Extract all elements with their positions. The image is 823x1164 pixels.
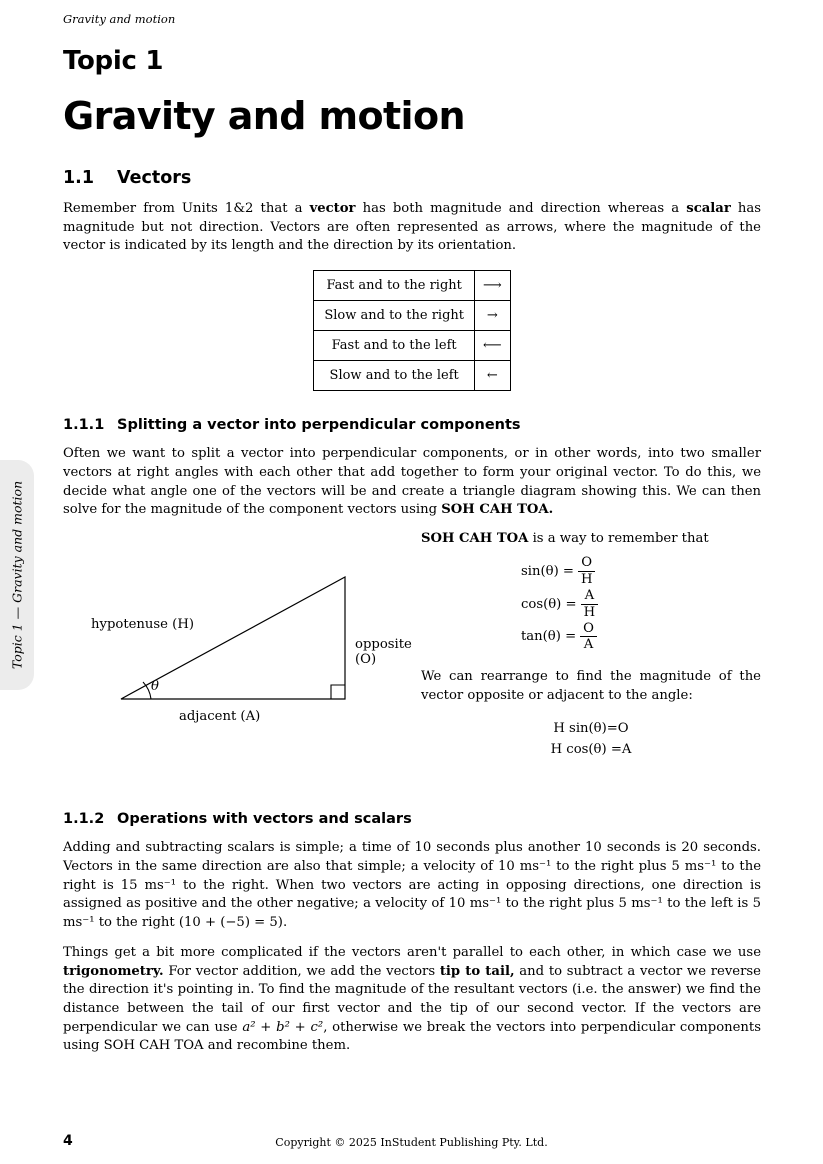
page-title: Gravity and motion	[63, 94, 465, 138]
soh-intro-line	[421, 531, 761, 546]
soh-bold: SOH CAH TOA	[421, 531, 529, 547]
hypotenuse-label: hypotenuse (H)	[91, 617, 194, 633]
table-row	[314, 271, 510, 301]
fraction-denominator: H	[583, 604, 596, 620]
arrow-label: Fast and to the right	[314, 271, 475, 301]
trig-ratio	[521, 622, 761, 653]
table-row	[314, 331, 510, 361]
arrow-glyph-icon: ⟶	[474, 271, 510, 301]
topic-label: Topic 1	[63, 46, 164, 76]
equation: H sin(θ)=O	[553, 720, 629, 736]
ratio-fraction	[580, 622, 597, 653]
arrow-glyph-icon: ←	[474, 361, 510, 391]
fraction-numerator: O	[583, 620, 594, 636]
ratio-fraction	[581, 589, 599, 620]
arrow-label: Slow and to the left	[314, 361, 475, 391]
term-trigonometry: trigonometry.	[63, 963, 164, 979]
copyright-notice: Copyright © 2025 InStudent Publishing Pty. Ltd.	[275, 1136, 548, 1149]
ratio-lhs: cos(θ) =	[521, 596, 577, 612]
text-run: , otherwise we break the vectors into perpendicular components using SOH CAH TOA and recombine them.	[63, 1019, 761, 1054]
table-row	[314, 361, 510, 391]
table-row	[314, 301, 510, 331]
page-content	[63, 46, 761, 1067]
opposite-label: opposite (O)	[355, 637, 412, 668]
term-soh-cah-toa: SOH CAH TOA.	[441, 502, 554, 518]
triangle-figure-row	[63, 531, 761, 801]
text-run: For vector addition, we add the vectors	[163, 963, 440, 979]
operations-paragraph-2	[63, 944, 761, 1056]
rearranged-equations	[421, 718, 761, 760]
formula-pythagoras: a² + b² + c²	[242, 1019, 324, 1035]
subsection-title: Operations with vectors and scalars	[117, 811, 412, 828]
angle-theta-label: θ	[151, 679, 159, 695]
fraction-numerator: A	[584, 587, 595, 603]
text-run: Remember from Units 1&2 that a	[63, 201, 310, 216]
subsection-title: Splitting a vector into perpendicular components	[117, 417, 521, 434]
soh-rest: is a way to remember that	[528, 531, 709, 547]
rearrange-text: We can rearrange to find the magnitude of the vector opposite or adjacent to the angle:	[421, 669, 761, 704]
arrow-glyph-icon: ⟵	[474, 331, 510, 361]
subsection-number: 1.1.2	[63, 811, 105, 828]
subsection-number: 1.1.1	[63, 417, 105, 434]
side-tab-label: Topic 1 — Gravity and motion	[9, 480, 25, 670]
splitting-paragraph	[63, 445, 761, 520]
fraction-denominator: A	[583, 637, 594, 653]
side-tab	[0, 460, 34, 690]
arrow-table	[313, 270, 510, 391]
ratio-lhs: tan(θ) =	[521, 629, 577, 645]
term-tip-to-tail: tip to tail,	[439, 963, 515, 979]
section-number: 1.1	[63, 168, 95, 188]
text-run: and to subtract a vector we reverse the direction it's pointing in. To find the magnitude of the resultant vectors (i.e. the answer) we find the distance between the tail of our first vector and the tip of our second vector. If the vectors are perpendicular we can use	[63, 963, 761, 1035]
ratio-fraction	[578, 556, 596, 587]
right-triangle-diagram	[73, 559, 412, 749]
trig-ratio	[521, 589, 761, 620]
section-title: Vectors	[117, 168, 192, 188]
text-run: Often we want to split a vector into perpendicular components, or in other words, into two smaller vectors at right angles with each other that add together to form your original vector. To do this, we decide what angle one of the vectors will be and create a triangle diagram showing this. We can then solve for the magnitude of the component vectors using	[63, 446, 761, 518]
vectors-intro-paragraph	[63, 200, 761, 256]
trig-ratio-list	[421, 556, 761, 652]
running-head: Gravity and motion	[63, 12, 176, 26]
adjacent-label: adjacent (A)	[179, 709, 261, 725]
soh-cah-toa-panel	[421, 531, 761, 760]
text-run: Things get a bit more complicated if the vectors aren't parallel to each other, in which case we use	[63, 944, 761, 960]
arrow-glyph-icon: →	[474, 301, 510, 331]
subsection-heading-splitting	[63, 417, 761, 433]
arrow-table-wrapper	[63, 270, 761, 391]
term-scalar: scalar	[686, 201, 731, 216]
fraction-numerator: O	[581, 555, 593, 571]
section-heading-vectors	[63, 168, 761, 188]
arrow-label: Slow and to the right	[314, 301, 475, 331]
page-number: 4	[63, 1133, 73, 1149]
term-vector: vector	[309, 201, 356, 216]
operations-paragraph-1: Adding and subtracting scalars is simple; a time of 10 seconds plus another 10 seconds is 20 seconds. Vectors in the same direction are also that simple; a velocity of 10 ms⁻¹ to the right plus 5 ms⁻¹ to the right is 15 ms⁻¹ to the right. When two vectors are acting in opposing directions, one direction is assigned as positive and the other negative; a velocity of 10 ms⁻¹ to the right plus 5 ms⁻¹ to the left is 5 ms⁻¹ to the right (10 + (−5) = 5).	[63, 840, 761, 931]
subsection-heading-operations	[63, 811, 761, 827]
text-run: has magnitude but not direction. Vectors are often represented as arrows, where the magnitude of the vector is indicated by its length and the direction by its orientation.	[63, 201, 762, 254]
right-angle-marker-icon	[331, 685, 345, 699]
ratio-lhs: sin(θ) =	[521, 564, 574, 579]
trig-ratio	[521, 556, 761, 587]
fraction-denominator: H	[580, 572, 593, 587]
arrow-label: Fast and to the left	[314, 331, 475, 361]
text-run: has both magnitude and direction whereas a	[355, 201, 687, 216]
equation: H cos(θ) =A	[550, 741, 632, 757]
